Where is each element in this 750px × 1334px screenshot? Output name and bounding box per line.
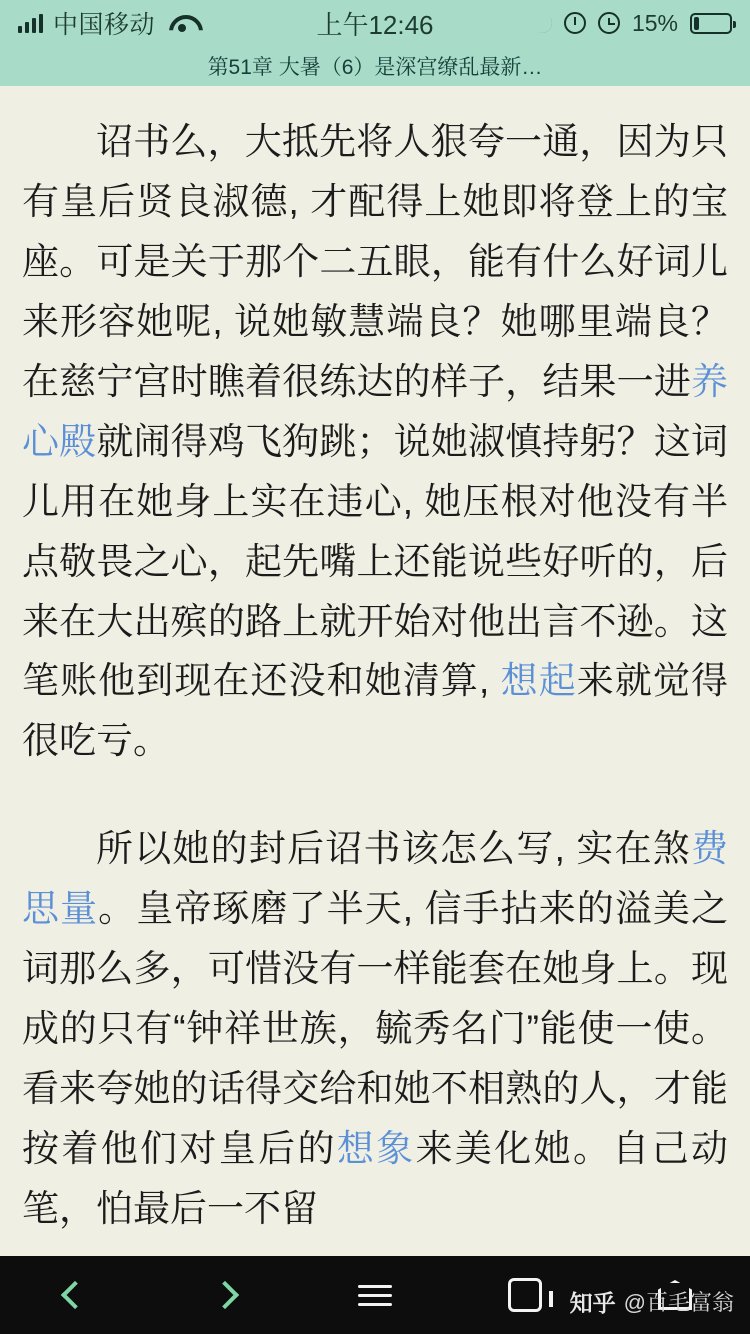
forward-button[interactable] — [150, 1256, 300, 1334]
reader-content[interactable] — [0, 86, 750, 1256]
inline-link[interactable]: 想象 — [336, 1128, 416, 1169]
do-not-disturb-icon — [564, 12, 586, 34]
chevron-left-icon — [61, 1281, 89, 1309]
paragraph-text: 就闹得鸡飞狗跳；说她淑慎持躬？这词儿用在她身上实在违心, 她压根对他没有半点敬畏之心，起先嘴上还能说些好听的，后来在大出殡的路上就开始对他出言不逊。这笔账他到现在还没和她清算, — [22, 420, 729, 702]
battery-icon — [690, 13, 732, 34]
paragraph-text: 。皇帝琢磨了半天, 信手拈来的溢美之词那么多，可惜没有一样能套在她身上。现成的只有“钟祥世族，毓秀名门”能使一使。看来夸她的话得交给和她不相熟的人，才能按着他们对皇后的 — [22, 888, 729, 1169]
signal-bars-icon — [18, 13, 43, 33]
status-bar-right — [532, 10, 732, 37]
paragraph-2 — [22, 819, 728, 1239]
chapter-title-bar[interactable] — [0, 46, 750, 86]
paragraph-text: 来美化她。自己动笔，怕最后一不留 — [22, 1128, 729, 1229]
carrier-label: 中国移动 — [53, 11, 156, 39]
wifi-icon — [169, 13, 195, 33]
status-bar-clock: 上午12:46 — [316, 9, 434, 40]
alarm-icon — [598, 12, 620, 34]
status-bar — [0, 0, 750, 46]
paragraph-text: 来就觉得很吃亏。 — [22, 660, 729, 762]
battery-percent-label: 15% — [631, 9, 678, 36]
hamburger-icon — [358, 1279, 392, 1312]
chevron-right-icon — [211, 1281, 239, 1309]
paragraph-text: 所以她的封后诏书该怎么写, 实在煞 — [96, 828, 691, 870]
chapter-title: 第51章 大暑（6）是深宫缭乱最新… — [207, 56, 543, 79]
paragraph-text: 诏书么，大抵先将人狠夸一通，因为只有皇后贤良淑德, 才配得上她即将登上的宝座。可是关于那个二五眼，能有什么好词儿来形容她呢, 说她敏慧端良？她哪里端良？在慈宁宫时瞧着很练达的样子，结果一进 — [22, 121, 728, 402]
back-button[interactable] — [0, 1256, 150, 1334]
inline-link[interactable]: 养心殿 — [22, 360, 728, 462]
moon-icon — [532, 13, 552, 33]
status-bar-left — [18, 5, 195, 41]
watermark-user: @百毛富翁 — [623, 1290, 734, 1315]
multitask-icon — [508, 1278, 542, 1312]
inline-link[interactable]: 想起 — [500, 660, 577, 702]
menu-button[interactable] — [300, 1256, 450, 1334]
inline-link[interactable]: 费思量 — [22, 828, 728, 930]
paragraph-1 — [22, 112, 728, 771]
watermark — [570, 1285, 734, 1318]
zhihu-logo: 知乎 — [569, 1290, 616, 1316]
